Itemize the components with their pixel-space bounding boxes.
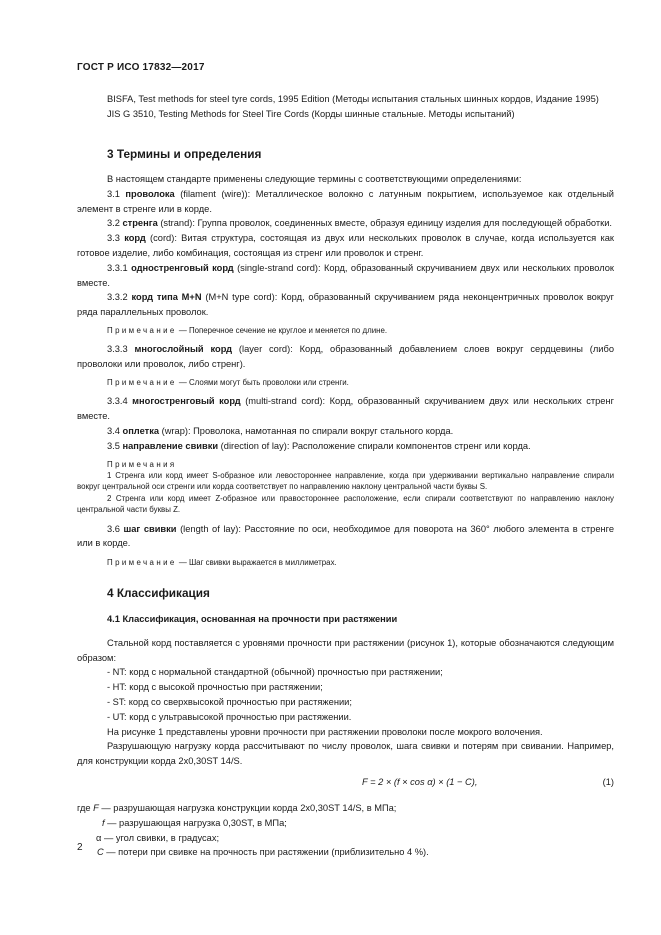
section-4-1-paragraph-1: Стальной корд поставляется с уровнями прочности при растяжении (рисунок 1), которые обозначаются следующим образом: xyxy=(77,637,614,663)
term-3-6-title: шаг свивки xyxy=(123,523,177,534)
term-3-3-3-title: многослойный корд xyxy=(134,344,233,355)
formula-number: (1) xyxy=(602,776,614,787)
strength-list-item: - HT: корд с высокой прочностью при растяжении; xyxy=(107,682,323,693)
references-block xyxy=(77,92,614,122)
page-number: 2 xyxy=(77,842,83,853)
legend-item: где F — разрушающая нагрузка конструкции корда 2x0,30ST 14/S, в МПа; xyxy=(77,802,397,813)
term-3-3-title: корд xyxy=(124,233,146,244)
term-3-2-title: стренга xyxy=(122,218,158,229)
legend-item: α — угол свивки, в градусах; xyxy=(96,832,220,843)
term-3-4-title: оплетка xyxy=(122,425,160,436)
formula-1 xyxy=(77,775,614,791)
reference-jis: JIS G 3510, Testing Methods for Steel Tire Cords (Корды шинные стальные. Методы испытаний) xyxy=(107,108,515,119)
term-3-6: 3.6 шаг свивки (length of lay): Расстояние по оси, необходимое для поворота на 360° любого элемента в стренге или в корде. xyxy=(77,523,615,549)
note-3-5-2: 2 Стренга или корд имеет Z-образное или правостороннее расположение, если спирали соответствуют по направлению наклону центральной части буквы Z. xyxy=(77,493,614,515)
term-3-5-title: направление свивки xyxy=(122,440,219,451)
term-3-3-4: 3.3.4 многостренговый корд (multi-strand cord): Корд, образованный скручиванием двух или нескольких стренг вместе. xyxy=(77,396,614,422)
note-label: Примечание xyxy=(107,558,177,568)
formula-expression: F = 2 × (f × cos α) × (1 − C), xyxy=(362,776,478,787)
document-header: ГОСТ Р ИСО 17832—2017 xyxy=(77,62,205,73)
term-3-1-title: проволока xyxy=(125,188,175,199)
section-3 xyxy=(77,145,614,569)
section-4-1-paragraph-2: На рисунке 1 представлены уровни прочности при растяжении проволоки после мокрого волочения. xyxy=(107,726,543,737)
legend-item: f — разрушающая нагрузка 0,30ST, в МПа; xyxy=(102,817,287,828)
strength-list-item: - ST: корд со сверхвысокой прочностью при растяжении; xyxy=(107,696,352,707)
note-label: Примечание xyxy=(107,377,177,387)
term-3-3-1: 3.3.1 одностренговый корд (single-strand cord): Корд, образованный скручиванием двух или нескольких проволок вместе. xyxy=(77,262,614,288)
term-3-3-2-title: корд типа M+N xyxy=(131,292,202,303)
term-3-3-2: 3.3.2 корд типа M+N (M+N type cord): Корд, образованный скручиванием ряда неконцентричных проволок вокруг ряда параллельных проволок. xyxy=(77,292,615,318)
note-label: Примечание xyxy=(107,325,177,335)
section-4-1-paragraph-3: Разрушающую нагрузку корда рассчитывают по числу проволок, шага свивки и потерям при свивании. Например, для конструкции корда 2x0,30ST 14/S. xyxy=(77,741,614,767)
note-3-3-2: Примечание — Поперечное сечение не круглое и меняется по длине. xyxy=(107,325,388,335)
term-3-3-3: 3.3.3 многослойный корд (layer cord): Корд, образованный добавлением слоев вокруг сердцевины (либо проволоки или проволок, либо стренг). xyxy=(77,344,614,370)
notes-3-5 xyxy=(77,459,614,516)
term-3-2: 3.2 стренга (strand): Группа проволок, соединенных вместе, образуя единицу изделия для последующей обработки. xyxy=(107,218,612,229)
term-3-3-4-title: многостренговый корд xyxy=(132,396,241,407)
note-3-3-3: Примечание — Слоями могут быть проволоки или стренги. xyxy=(107,377,349,387)
term-3-1: 3.1 проволока (filament (wire)): Металлическое волокно с латунным покрытием, используемое как отдельный элемент в стренге или в корде. xyxy=(77,188,614,214)
formula-legend xyxy=(77,801,614,860)
section-4-heading: 4 Классификация xyxy=(107,586,210,600)
term-3-5: 3.5 направление свивки (direction of lay): Расположение спирали компонентов стренг или корда. xyxy=(107,440,531,451)
section-4-1-heading: 4.1 Классификация, основанная на прочности при растяжении xyxy=(107,614,398,624)
note-3-6: Примечание — Шаг свивки выражается в миллиметрах. xyxy=(107,558,337,568)
strength-list-item: - NT: корд с нормальной стандартной (обычной) прочностью при растяжении; xyxy=(107,667,443,678)
note-3-5-1: 1 Стренга или корд имеет S-образное или левостороннее направление, когда при удерживании вертикально направление спирали вокруг центральной оси стренги или корда соответствует по направлению наклону центральной части буквы S. xyxy=(77,470,614,492)
legend-item: C — потери при свивке на прочность при растяжении (приблизительно 4 %). xyxy=(97,847,429,858)
section-4 xyxy=(77,584,614,860)
term-3-3: 3.3 корд (cord): Витая структура, состоящая из двух или нескольких проволок в случае, когда используется как готовое изделие, либо комбинация, состоящая из стренг или проволок и стренг. xyxy=(77,233,614,258)
reference-bisfa: BISFA, Test methods for steel tyre cords, 1995 Edition (Методы испытания стальных шинных кордов, Издание 1995) xyxy=(107,94,599,104)
notes-label: Примечания xyxy=(107,459,177,469)
term-3-4: 3.4 оплетка (wrap): Проволока, намотанная по спирали вокруг стального корда. xyxy=(107,425,454,436)
section-3-heading: 3 Термины и определения xyxy=(107,147,262,161)
section-3-intro: В настоящем стандарте применены следующие термины с соответствующими определениями: xyxy=(107,174,522,184)
term-3-3-1-title: одностренговый корд xyxy=(131,262,234,273)
strength-list-item: - UT: корд с ультравысокой прочностью при растяжении. xyxy=(107,711,352,722)
